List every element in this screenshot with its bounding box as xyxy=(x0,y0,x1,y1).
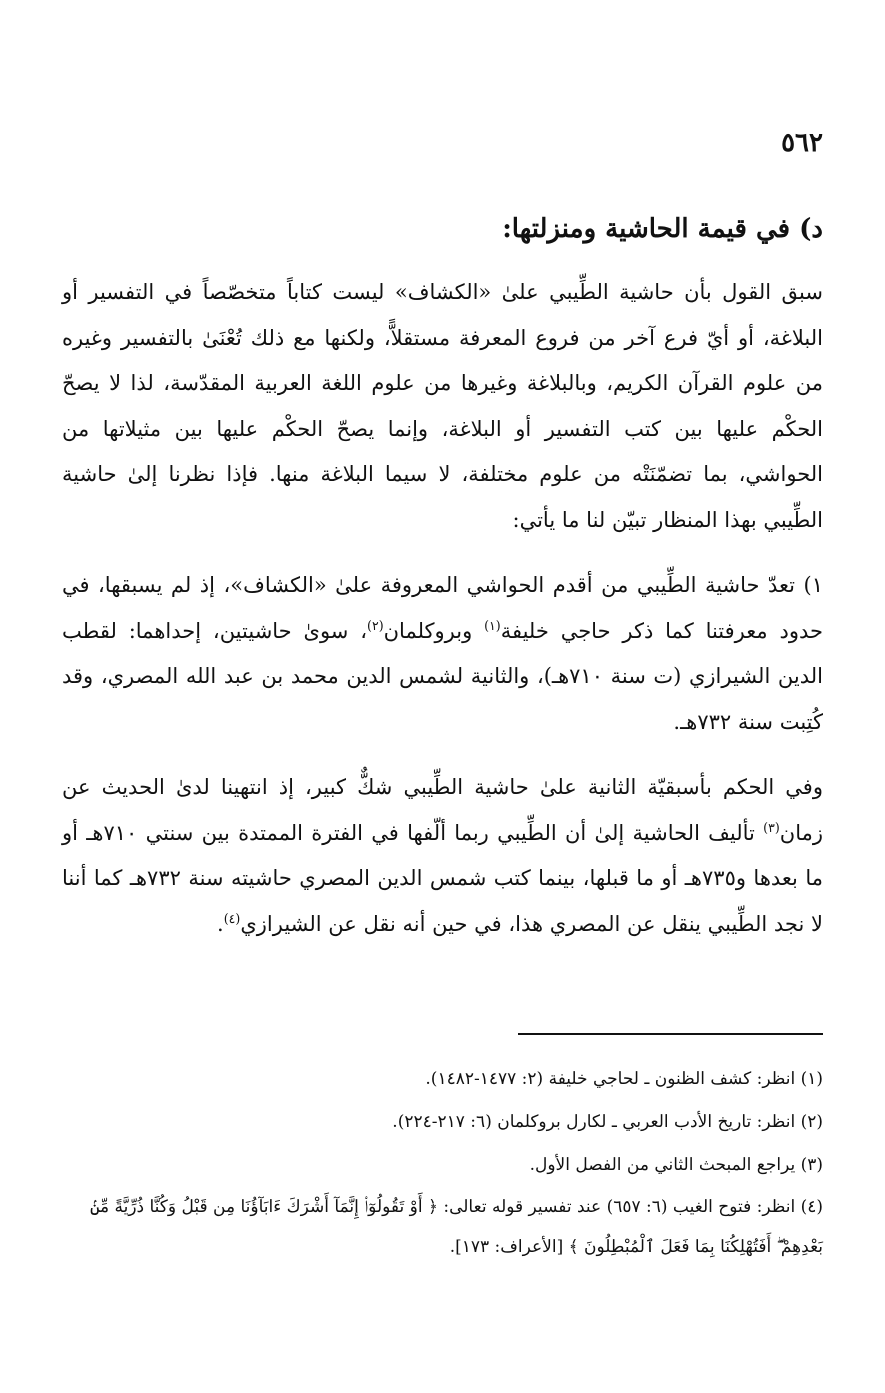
section-heading: د) في قيمة الحاشية ومنزلتها: xyxy=(502,214,823,244)
footnote-ref-1[interactable]: (١) xyxy=(484,617,501,633)
footnote-ref-2[interactable]: (٢) xyxy=(367,617,384,633)
paragraph-precedence xyxy=(62,765,823,947)
paragraph-text: وفي الحكم بأسبقيّة الثانية علىٰ حاشية الطِّيبي شكٌّ كبير، إذ انتهينا لدىٰ الحديث عن زمان xyxy=(62,775,823,845)
paragraph-text: سبق القول بأن حاشية الطِّيبي علىٰ «الكشاف» ليست كتاباً متخصّصاً في التفسير أو البلاغة، أو أيّ فرع آخر من فروع المعرفة مستقلاًّ، ولكنها مع ذلك تُعْنَىٰ بالتفسير وغيره من علوم القرآن الكريم، وبالبلاغة وغيرها من علوم اللغة العربية المقدّسة، لذا لا يصحّ الحكْم عليها بين كتب التفسير أو البلاغة، وإنما يصحّ الحكْم عليها بين مثيلاتها من الحواشي، بما تضمّنَتْه من علوم مختلفة، لا سيما البلاغة منها. فإذا نظرنا إلىٰ حاشية الطِّيبي بهذا المنظار تبيّن لنا ما يأتي: xyxy=(62,280,823,532)
footnote-divider xyxy=(518,1033,823,1035)
footnote-4: (٤) انظر: فتوح الغيب (٦: ٦٥٧) عند تفسير قوله تعالى: ﴿ أَوْ تَقُولُوٓا۟ إِنَّمَآ أَشْرَكَ ءَابَآؤُنَا مِن قَبْلُ وَكُنَّا ذُرِّيَّةً مِّنۢ بَعْدِهِمْ ۖ أَفَتُهْلِكُنَا بِمَا فَعَلَ ٱلْمُبْطِلُونَ ﴾ [الأعراف: ١٧٣]. xyxy=(90,1197,823,1257)
body-text xyxy=(62,270,823,967)
footnote-3: (٣) يراجع المبحث الثاني من الفصل الأول. xyxy=(529,1155,823,1175)
paragraph-text: وبروكلمان xyxy=(383,618,485,643)
footnote-2: (٢) انظر: تاريخ الأدب العربي ـ لكارل بروكلمان (٦: ٢١٧-٢٢٤). xyxy=(392,1112,823,1132)
paragraph-text: ١) تعدّ حاشية الطِّيبي من أقدم الحواشي المعروفة علىٰ «الكشاف»، إذ لم يسبقها، في حدود معرفتنا كما ذكر حاجي خليفة xyxy=(62,573,823,643)
paragraph-point-1 xyxy=(62,563,823,745)
paragraph-intro xyxy=(62,270,823,543)
footnote-1: (١) انظر: كشف الظنون ـ لحاجي خليفة (٢: ١٤٧٧-١٤٨٢). xyxy=(425,1069,823,1089)
paragraph-text: تأليف الحاشية إلىٰ أن الطِّيبي ربما ألّفها في الفترة الممتدة بين سنتي ٧١٠هـ أو ما بعدها و٧٣٥هـ أو ما قبلها، بينما كتب شمس الدين المصري حاشيته سنة ٧٣٢هـ كما أننا لا نجد الطِّيبي ينقل عن المصري هذا، في حين أنه نقل عن الشيرازي xyxy=(62,820,823,936)
footnote-ref-3[interactable]: (٣) xyxy=(763,819,780,835)
page-number: ٥٦٢ xyxy=(781,128,823,158)
paragraph-text: . xyxy=(217,911,224,936)
footnotes xyxy=(62,1058,823,1267)
paragraph-text: ، سوىٰ حاشيتين، إحداهما: لقطب الدين الشيرازي (ت سنة ٧١٠هـ)، والثانية لشمس الدين محمد بن عبد الله المصري، وقد كُتِبت سنة ٧٣٢هـ. xyxy=(62,618,823,734)
footnote-ref-4[interactable]: (٤) xyxy=(223,910,241,926)
